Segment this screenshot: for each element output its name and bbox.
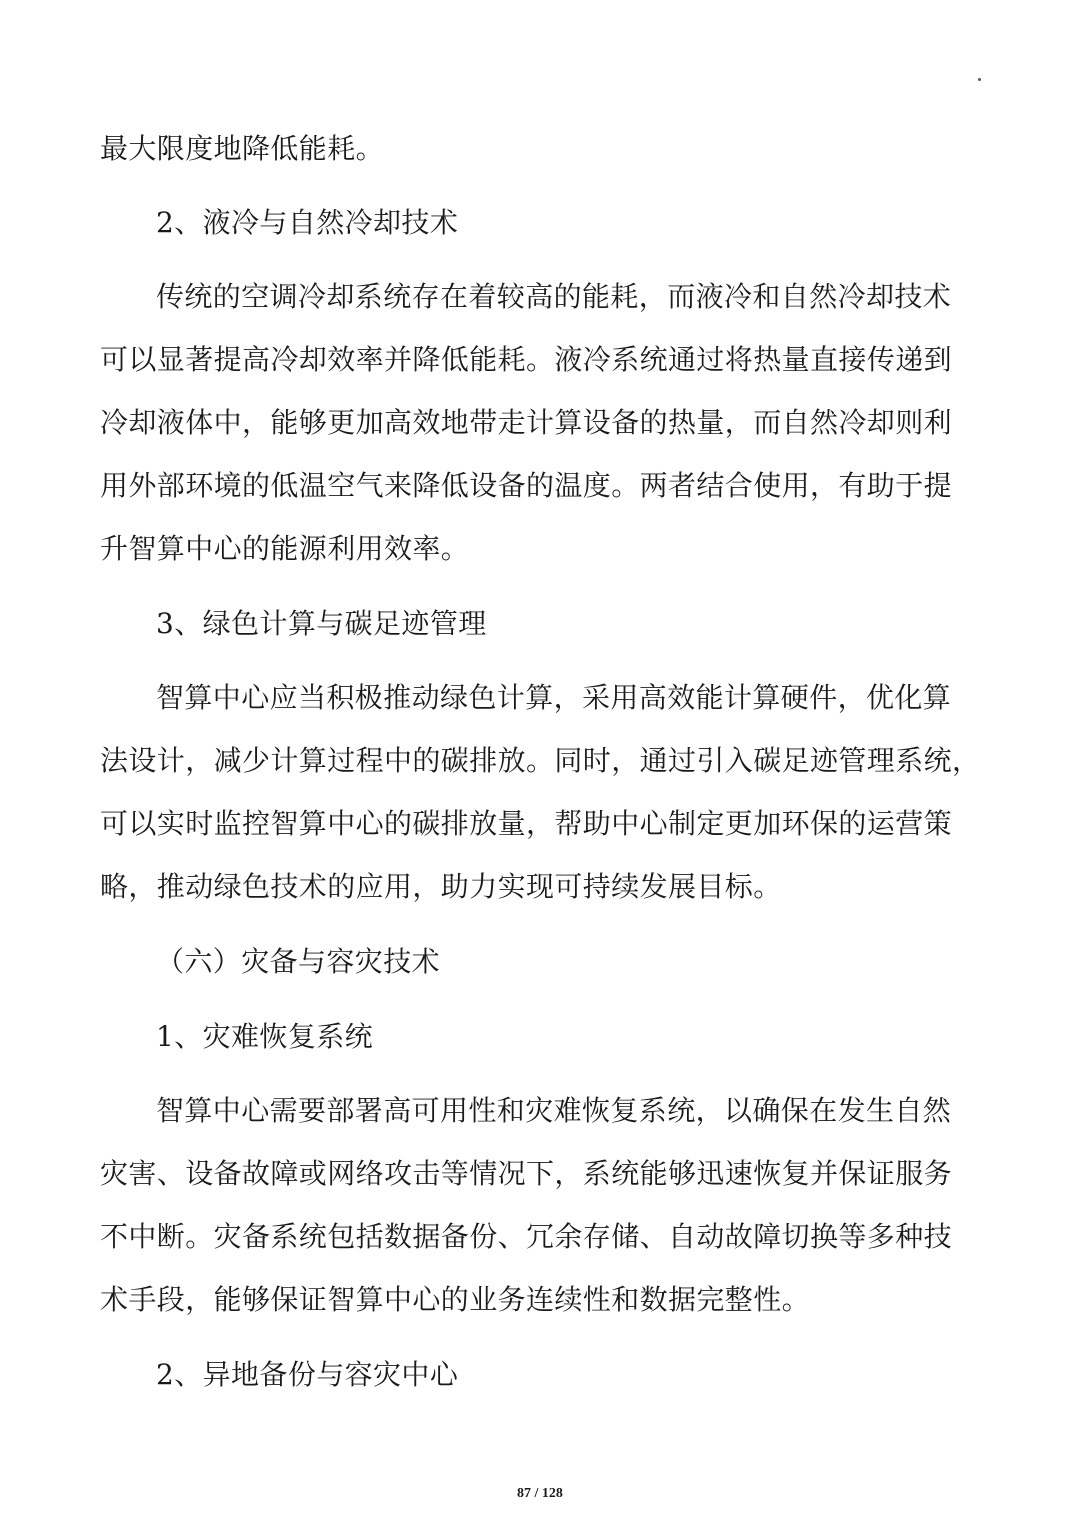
paragraph-line: 术手段，能够保证智算中心的业务连续性和数据完整性。 <box>100 1283 811 1316</box>
paragraph-line: 不中断。灾备系统包括数据备份、冗余存储、自动故障切换等多种技 <box>100 1220 953 1253</box>
section-heading: 2、液冷与自然冷却技术 <box>156 206 459 239</box>
paragraph-line: 升智算中心的能源利用效率。 <box>100 532 470 565</box>
paragraph-line: 传统的空调冷却系统存在着较高的能耗，而液冷和自然冷却技术 <box>156 280 952 313</box>
paragraph-line: 法设计，减少计算过程中的碳排放。同时，通过引入碳足迹管理系统， <box>100 744 981 777</box>
section-heading: 2、异地备份与容灾中心 <box>156 1358 459 1391</box>
paragraph-line: 用外部环境的低温空气来降低设备的温度。两者结合使用，有助于提 <box>100 469 953 502</box>
paragraph-line: 可以显著提高冷却效率并降低能耗。液冷系统通过将热量直接传递到 <box>100 343 953 376</box>
paragraph-line: 智算中心需要部署高可用性和灾难恢复系统，以确保在发生自然 <box>156 1094 952 1127</box>
paragraph-line: 最大限度地降低能耗。 <box>100 132 385 165</box>
paragraph-line: 灾害、设备故障或网络攻击等情况下，系统能够迅速恢复并保证服务 <box>100 1157 953 1190</box>
chapter-heading: （六）灾备与容灾技术 <box>156 945 441 978</box>
paragraph-line: 冷却液体中，能够更加高效地带走计算设备的热量，而自然冷却则利 <box>100 406 953 439</box>
paragraph-line: 可以实时监控智算中心的碳排放量，帮助中心制定更加环保的运营策 <box>100 807 953 840</box>
page-mark <box>978 78 981 81</box>
paragraph-line: 智算中心应当积极推动绿色计算，采用高效能计算硬件，优化算 <box>156 681 952 714</box>
paragraph-line: 略，推动绿色技术的应用，助力实现可持续发展目标。 <box>100 870 782 903</box>
section-heading: 3、绿色计算与碳足迹管理 <box>156 607 487 640</box>
section-heading: 1、灾难恢复系统 <box>156 1020 374 1053</box>
page-number: 87 / 128 <box>517 1486 563 1501</box>
